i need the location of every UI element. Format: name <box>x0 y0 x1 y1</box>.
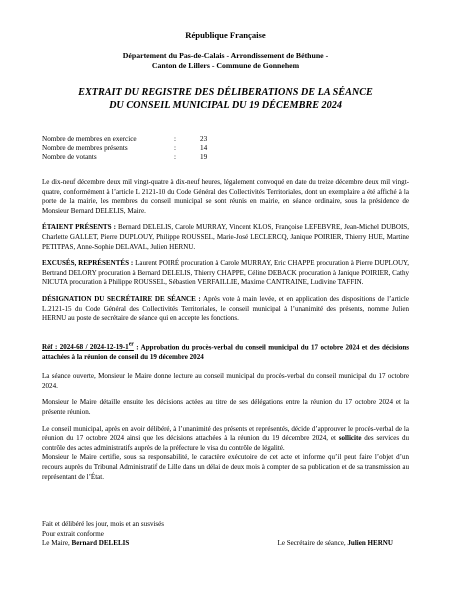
count-row <box>42 135 230 144</box>
excuses-label: EXCUSÉS, REPRÉSENTÉS : <box>42 259 134 268</box>
count-label: Nombre de membres présents <box>42 144 128 152</box>
title-line-1: EXTRAIT DU REGISTRE DES DÉLIBERATIONS DE LA SÉANCE <box>78 87 373 98</box>
count-value: 23 <box>200 135 208 143</box>
footer-line: Pour extrait conforme <box>42 529 104 538</box>
signature-row <box>42 539 409 549</box>
count-row <box>42 153 230 162</box>
decision-text-end: des services du contrôle des actes administratifs auprès de la préfecture le visa du contrôle de légalité. <box>42 434 410 452</box>
count-colon: : <box>174 144 176 152</box>
presents-text: Bernard DELELIS, Carole MURRAY, Vincent KLOS, Françoise LEFEBVRE, Jean-Michel DUBOIS, Charlette GALLET, Pierre DUPLOUY, Philippe ROUSSEL, Marie-José LECLERCQ, Janique POIRIER, Thierry HUE, Martine PETITPAS, Anne-Sophie DELAVAL, Julien HERNU. <box>42 223 409 251</box>
body-paragraph: La séance ouverte, Monsieur le Maire donne lecture au conseil municipal du procès-verbal du conseil municipal du 17 octobre 2024. <box>42 372 409 390</box>
intro-paragraph: Le dix-neuf décembre deux mil vingt-quatre à dix-neuf heures, légalement convoqué en date du treize décembre deux mil vingt-quatre, conformément à l’article L 2121-10 du Code Général des Collectivités Territoriales, dont un exemplaire a été affiché à la porte de la mairie, les membres du conseil municipal se sont réunis en mairie, en séance ordinaire, sous la présidence de Monsieur Bernard DELELIS, Maire. <box>42 178 409 215</box>
department-line: Département du Pas-de-Calais - Arrondissement de Béthune - <box>122 51 329 60</box>
mayor-signature <box>42 539 129 549</box>
department-heading <box>42 51 409 71</box>
republic-heading: République Française <box>185 30 266 40</box>
body-paragraph: Monsieur le Maire détaille ensuite les décisions actées au titre de ses délégations entre la réunion du 17 octobre 2024 et la présente réunion. <box>42 398 409 417</box>
excuses-paragraph <box>42 259 409 288</box>
secretary-signature <box>278 539 393 549</box>
secretary-paragraph <box>42 295 409 324</box>
count-label: Nombre de membres en exercice <box>42 135 137 143</box>
presents-label: ÉTAIENT PRÉSENTS : <box>42 223 116 232</box>
canton-line: Canton de Lillers - Commune de Gonnehem <box>151 61 300 70</box>
member-counts <box>42 135 230 162</box>
secretary-text: Après vote à main levée, et en application des dispositions de l’article L.2121-15 du Code Général des Collectivités Territoriales, le conseil municipal à l’unanimité des présents, nomme Julien HERNU au poste de secrétaire de séance qui en accepte les fonctions. <box>42 294 410 323</box>
mayor-name: Bernard DELELIS <box>71 539 130 548</box>
reference-paragraph <box>42 341 409 363</box>
reference-colon: : <box>133 343 139 352</box>
decision-text: Le conseil municipal, après en avoir délibéré, à l’unanimité des présents et représentés, décide d’approuver le procès-verbal de la réunion du 17 octobre 2024 ainsi que les décisions attachées à la réunion du 19 décembre 2024, et <box>42 424 409 443</box>
signature-block <box>42 520 409 549</box>
document-title <box>42 87 409 112</box>
reference-number <box>42 343 134 351</box>
count-label: Nombre de votants <box>42 153 97 161</box>
title-line-2: DU CONSEIL MUNICIPAL DU 19 DÉCEMBRE 2024 <box>109 99 342 111</box>
secretary-prefix: Le Secrétaire de séance, <box>277 539 348 548</box>
decision-paragraph <box>42 425 409 454</box>
count-colon: : <box>174 135 176 143</box>
presents-paragraph <box>42 223 409 252</box>
reference-id: Réf : 2024-68 / 2024-12-19-1 <box>42 343 129 352</box>
footer-line: Fait et délibéré les jour, mois et an susvisés <box>42 520 165 529</box>
secretary-label: DÉSIGNATION DU SECRÉTAIRE DE SÉANCE : <box>42 294 201 303</box>
secretary-name: Julien HERNU <box>347 539 393 548</box>
count-value: 14 <box>200 144 208 152</box>
reference-subject: Approbation du procès-verbal du conseil municipal du 17 octobre 2024 et des décisions attachées à la réunion de conseil du 19 décembre 2024 <box>42 343 410 361</box>
mayor-prefix: Le Maire, <box>42 539 72 548</box>
count-colon: : <box>174 153 176 161</box>
decision-keyword: sollicite <box>338 434 362 443</box>
certification-paragraph: Monsieur le Maire certifie, sous sa responsabilité, le caractère exécutoire de cet acte et informe qu’il peut faire l’objet d’un recours auprès du Tribunal Administratif de Lille dans un délai de deux mois à compter de sa publication et de sa transmission au représentant de l’État. <box>42 453 409 481</box>
reference-sup: er <box>128 341 134 348</box>
count-value: 19 <box>200 153 208 161</box>
excuses-text: Laurent POIRÉ procuration à Carole MURRAY, Eric CHAPPE procuration à Pierre DUPLOUY, Bertrand DELORY procuration à Bernard DELELIS, Thierry CHAPPE, Céline DEBACK procuration à Janique POIRIER, Cathy NICUTA procuration à Philippe ROUSSEL, Sébastien VERFAILLIE, Maxime CANTRAINE, Ludivine TAFFIN. <box>42 259 409 287</box>
count-row <box>42 144 230 153</box>
